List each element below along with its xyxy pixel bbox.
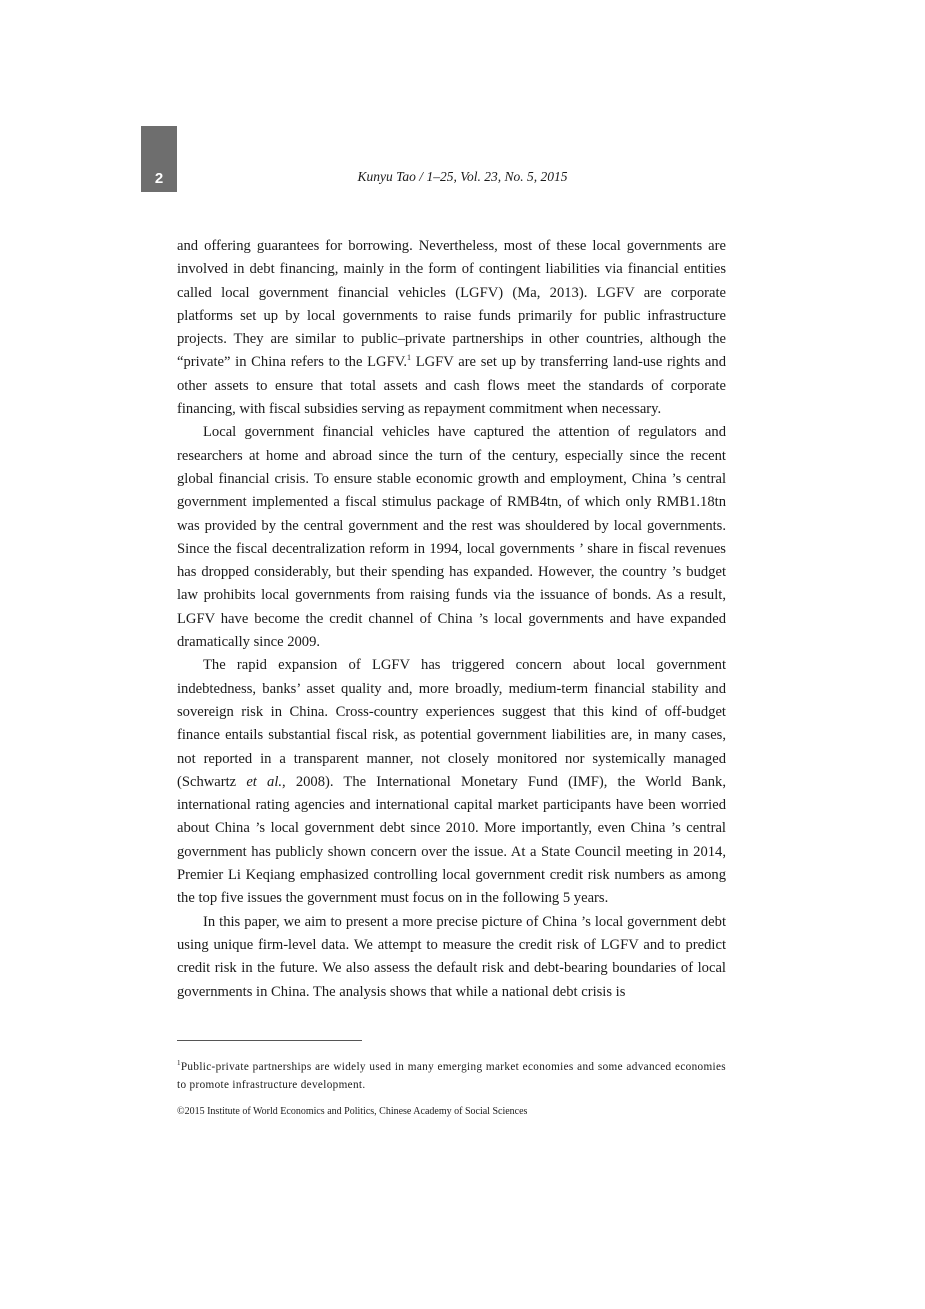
paragraph-1-part-b: LGFV are set up by transferring land-use rights and other assets to ensure that total assets and cash flows meet the standards of corporate financing, with fiscal subsidies serving as repayment commitment when necessary. [177, 354, 726, 418]
footnote [177, 1058, 726, 1094]
paragraph-1-part-a: and offering guarantees for borrowing. Nevertheless, most of these local governments are involved in debt financing, mainly in the form of contingent liabilities via financial entities called local government financial vehicles (LGFV) (Ma, 2013). LGFV are corporate platforms set up by local governments to raise funds primarily for public infrastructure projects. They are similar to public–private partnerships in other countries, although the “private” in China refers to the LGFV. [177, 238, 726, 371]
paragraph-3 [177, 654, 726, 910]
page-number: 2 [154, 170, 164, 187]
paragraph-4: In this paper, we aim to present a more precise picture of China ’s local government debt using unique firm-level data. We attempt to measure the credit risk of LGFV and to predict credit risk in the future. We also assess the default risk and debt-bearing boundaries of local governments in China. The analysis shows that while a national debt crisis is [177, 913, 726, 1000]
et-al-italic: et al. [246, 773, 283, 790]
paragraph-2: Local government financial vehicles have captured the attention of regulators and researchers at home and abroad since the turn of the century, especially since the recent global financial crisis. To ensure stable economic growth and employment, China ’s central government implemented a fiscal stimulus package of RMB4tn, of which only RMB1.18tn was provided by the central government and the rest was shouldered by local governments. Since the fiscal decentralization reform in 1994, local governments ’ share in fiscal revenues has dropped considerably, but their spending has expanded. However, the country ’s budget law prohibits local governments from raising funds via the issuance of bonds. As a result, LGFV have become the credit channel of China ’s local governments and have expanded dramatically since 2009. [177, 424, 726, 651]
paragraph-3-part-b: , 2008). The International Monetary Fund (IMF), the World Bank, international rating agencies and international capital market participants have been worried about China ’s local government debt since 2010. More importantly, even China ’s central government has publicly shown concern over the issue. At a State Council meeting in 2014, Premier Li Keqiang emphasized controlling local government credit risk numbers as among the top five issues the government must focus on in the following 5 years. [177, 773, 727, 907]
body-text [177, 235, 726, 1004]
footnote-marker: 1 [177, 1059, 181, 1067]
footnote-reference: 1 [407, 353, 412, 363]
copyright-notice: ©2015 Institute of World Economics and Politics, Chinese Academy of Social Sciences [177, 1106, 528, 1117]
footnote-text: Public-private partnerships are widely used in many emerging market economies and some advanced economies to promote infrastructure development. [177, 1061, 726, 1091]
paragraph-3-part-a: The rapid expansion of LGFV has triggered concern about local government indebtedness, banks’ asset quality and, more broadly, medium-term financial stability and sovereign risk in China. Cross-country experiences suggest that this kind of off-budget finance entails substantial fiscal risk, as potential government liabilities are, in many cases, not reported in a transparent manner, not closely monitored nor systemically managed (Schwartz [177, 657, 726, 790]
running-head [0, 168, 925, 186]
paragraph-1 [177, 235, 726, 421]
footnote-divider [177, 1040, 362, 1041]
running-head-text: Kunyu Tao / 1–25, Vol. 23, No. 5, 2015 [357, 169, 568, 184]
